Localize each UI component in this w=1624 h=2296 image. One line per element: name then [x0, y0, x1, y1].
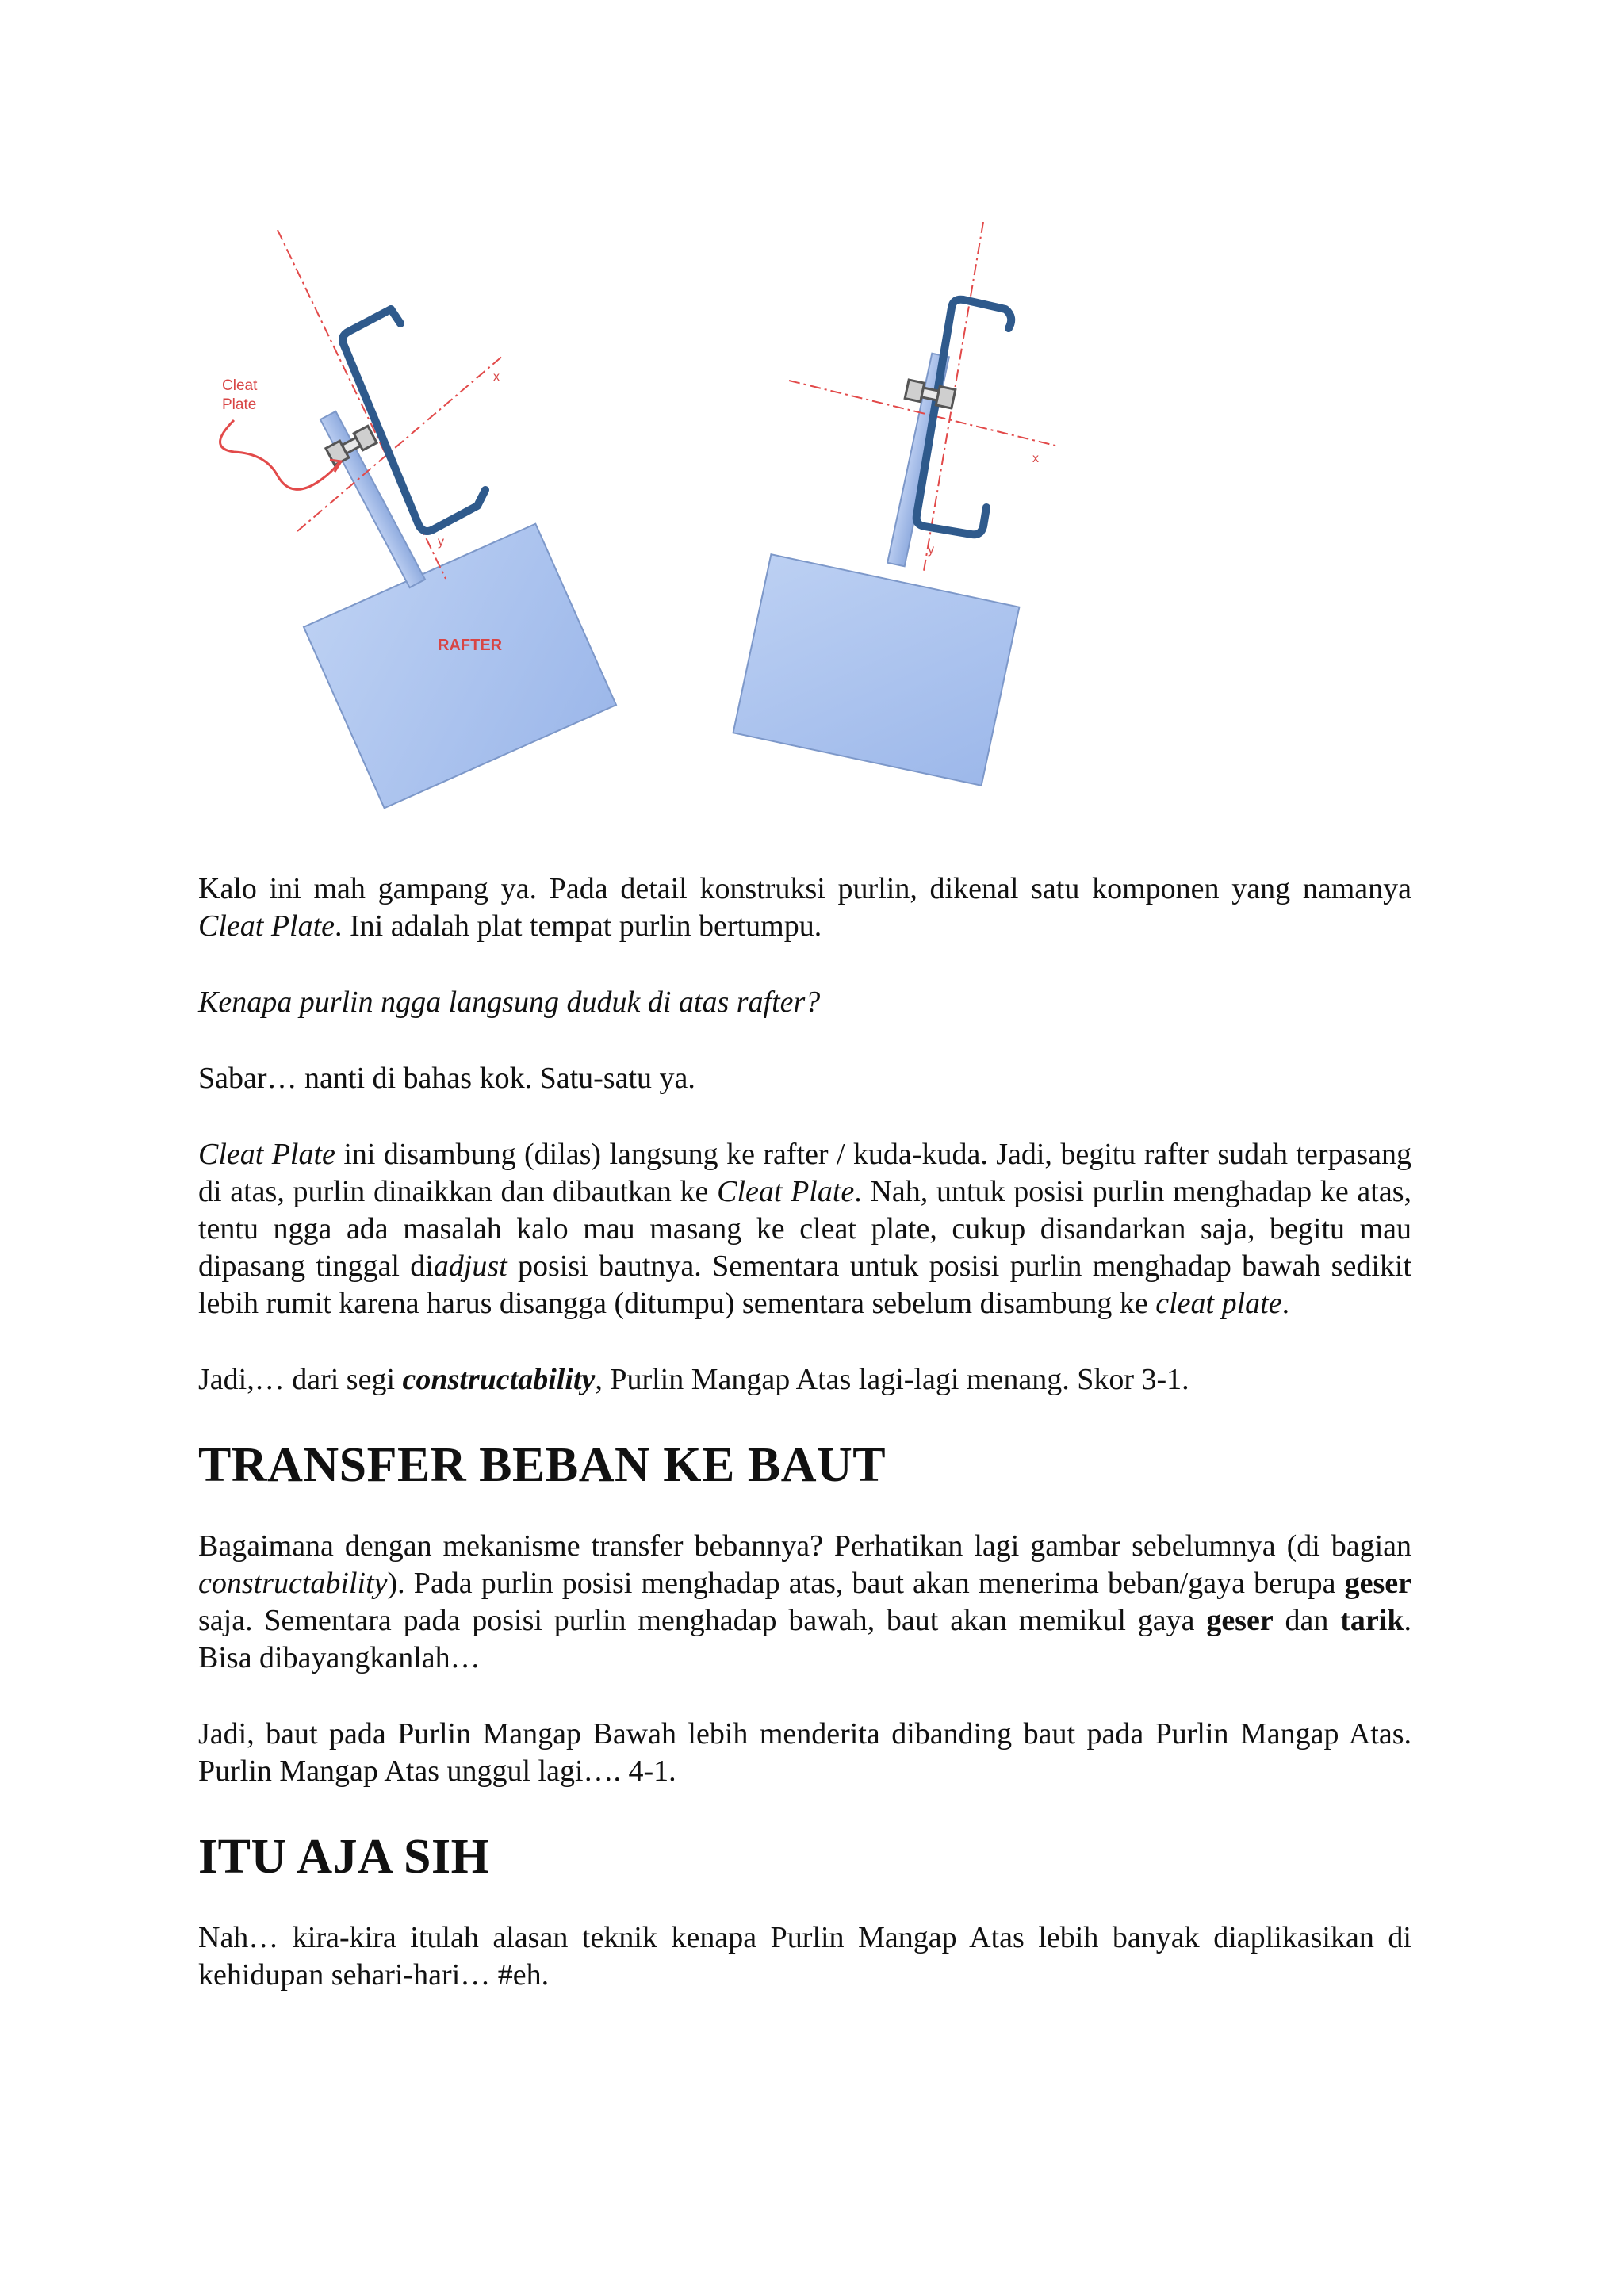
heading-itu-aja-sih: ITU AJA SIH: [198, 1830, 490, 1884]
purlin-cleat-plate-diagram: [190, 222, 1174, 840]
cleat-plate-term: Cleat Plate: [198, 909, 335, 943]
right-axis-x-label: x: [1032, 452, 1039, 465]
paragraph-conclusion: Nah… kira-kira itulah alasan teknik kenapa Purlin Mangap Atas lebih banyak diaplikasikan di kehidupan sehari-hari… #eh.: [198, 1921, 1411, 1992]
paragraph-load-transfer: Bagaimana dengan mekanisme transfer bebannya? Perhatikan lagi gambar sebelumnya (di bagian constructability). Pada purlin posisi menghadap atas, baut akan menerima beban/gaya berupa geser saja. Sementara pada posisi purlin menghadap bawah, baut akan memikul gaya geser dan tarik. Bisa dibayangkanlah…: [198, 1529, 1411, 1674]
paragraph-question: Kenapa purlin ngga langsung duduk di atas rafter?: [198, 985, 821, 1019]
cleat-label-line2: Plate: [222, 396, 257, 413]
cleat-label-arrow: [220, 420, 340, 489]
paragraph-score-constructability: Jadi,… dari segi constructability, Purlin Mangap Atas lagi-lagi menang. Skor 3-1.: [198, 1363, 1189, 1396]
paragraph-patience: Sabar… nanti di bahas kok. Satu-satu ya.: [198, 1062, 695, 1095]
paragraph-score-bolt: Jadi, baut pada Purlin Mangap Bawah lebih menderita dibanding baut pada Purlin Mangap Atas. Purlin Mangap Atas unggul lagi…. 4-1.: [198, 1717, 1411, 1788]
cleat-label-line1: Cleat: [222, 377, 258, 394]
paragraph-cleat-detail: Cleat Plate ini disambung (dilas) langsung ke rafter / kuda-kuda. Jadi, begitu rafter sudah terpasang di atas, purlin dinaikkan dan dibautkan ke Cleat Plate. Nah, untuk posisi purlin menghadap ke atas, tentu ngga ada masalah kalo mau masang ke cleat plate, cukup disandarkan saja, begitu mau dipasang tinggal diadjust posisi bautnya. Sementara untuk posisi purlin menghadap bawah sedikit lebih rumit karena harus disangga (ditumpu) sementara sebelum disambung ke cleat plate.: [198, 1138, 1411, 1320]
left-diagram: [220, 230, 617, 808]
heading-transfer-beban: TRANSFER BEBAN KE BAUT: [198, 1438, 887, 1492]
article-body: [198, 871, 1411, 2033]
right-rafter: [733, 554, 1020, 786]
left-rafter-label: RAFTER: [438, 637, 503, 654]
left-axis-y-label: y: [438, 535, 444, 549]
left-axis-x-label: x: [493, 370, 500, 384]
left-rafter: [304, 524, 616, 809]
right-diagram: [733, 222, 1059, 786]
paragraph-cleat-intro: Kalo ini mah gampang ya. Pada detail konstruksi purlin, dikenal satu komponen yang namanya Cleat Plate. Ini adalah plat tempat purlin bertumpu.: [198, 872, 1411, 943]
right-axis-y-label: y: [928, 543, 934, 557]
